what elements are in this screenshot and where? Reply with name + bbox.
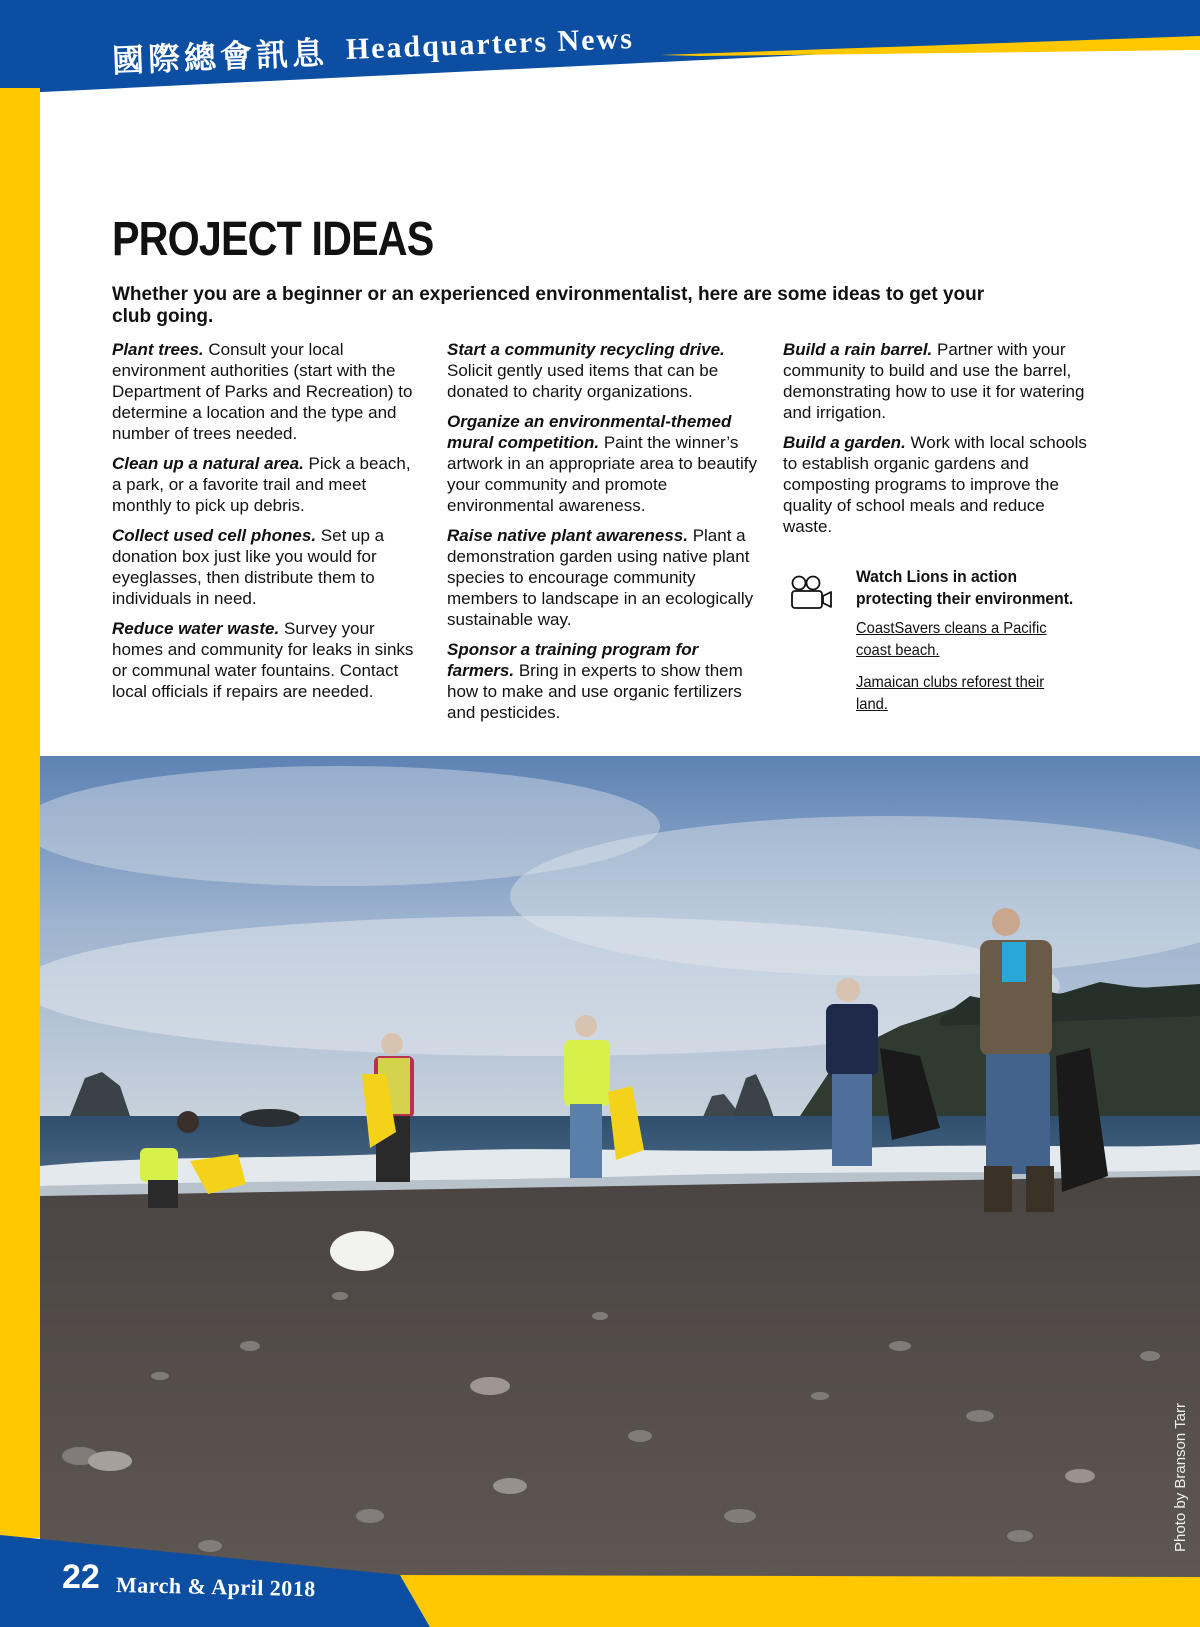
idea-item [447,411,759,516]
page-number: 22 [62,1558,100,1596]
idea-lead: Organize an environmental-themed mural competition. [447,412,732,452]
idea-body: Consult your local environment authorities (start with the Department of Parks and Recreation) to determine a location and the type and number of trees needed. [112,340,413,443]
idea-lead: Collect used cell phones. [112,526,317,545]
idea-item [783,339,1093,423]
idea-lead: Clean up a natural area. [112,454,304,473]
idea-lead: Reduce water waste. [112,619,280,638]
idea-lead: Build a garden. [783,433,906,452]
idea-body: Pick a beach, a park, or a favorite trail and meet monthly to pick up debris. [112,454,411,515]
idea-lead: Start a community recycling drive. [447,340,725,359]
idea-item [112,339,418,444]
video-link-coastsavers[interactable]: CoastSavers cleans a Pacific coast beach. [856,620,1047,659]
idea-item [112,618,418,702]
issue-date: March & April 2018 [115,1572,317,1602]
idea-item [112,453,418,516]
beach-cleanup-photo [40,756,1200,1578]
idea-item [112,525,418,609]
idea-item [783,432,1093,537]
video-link-jamaican-clubs[interactable]: Jamaican clubs reforest their land. [856,674,1045,713]
photo-credit: Photo by Branson Tarr [1172,1403,1189,1552]
idea-item [447,639,759,723]
idea-body: Survey your homes and community for leaks in sinks or communal water fountains. Contact local officials if repairs are needed. [112,619,414,701]
article-title: PROJECT IDEAS [112,213,434,266]
video-camera-icon [790,574,834,612]
idea-body: Paint the winner’s artwork in an appropriate area to beautify your community and promote environmental awareness. [447,433,757,515]
idea-body: Bring in experts to show them how to make and use organic fertilizers and pesticides. [447,661,743,722]
ideas-column-3 [783,339,1093,546]
idea-body: Set up a donation box just like you would for eyeglasses, then distribute them to individuals in need. [112,526,385,608]
article-intro: Whether you are a beginner or an experienced environmentalist, here are some ideas to get your club going. [112,284,985,327]
ideas-column-2 [447,339,759,732]
video-heading: Watch Lions in action protecting their environment. [856,567,1074,608]
idea-lead: Plant trees. [112,340,204,359]
header-title-zh: 國際總會訊息 [111,33,329,80]
idea-body: Solicit gently used items that can be donated to charity organizations. [447,361,719,401]
idea-body: Partner with your community to build and use the barrel, demonstrating how to use it for watering and irrigation. [783,340,1085,422]
idea-lead: Sponsor a training program for farmers. [447,640,699,680]
ideas-column-1 [112,339,418,711]
left-accent-bar [0,88,40,1538]
idea-lead: Build a rain barrel. [783,340,933,359]
idea-item [447,339,759,402]
idea-body: Plant a demonstration garden using native plant species to encourage community members to landscape in an ecologically sustainable way. [447,526,754,629]
header-title-en: Headquarters News [345,21,635,67]
idea-lead: Raise native plant awareness. [447,526,688,545]
idea-body: Work with local schools to establish organic gardens and composting programs to improve the quality of school meals and reduce waste. [783,433,1087,536]
idea-item [447,525,759,630]
